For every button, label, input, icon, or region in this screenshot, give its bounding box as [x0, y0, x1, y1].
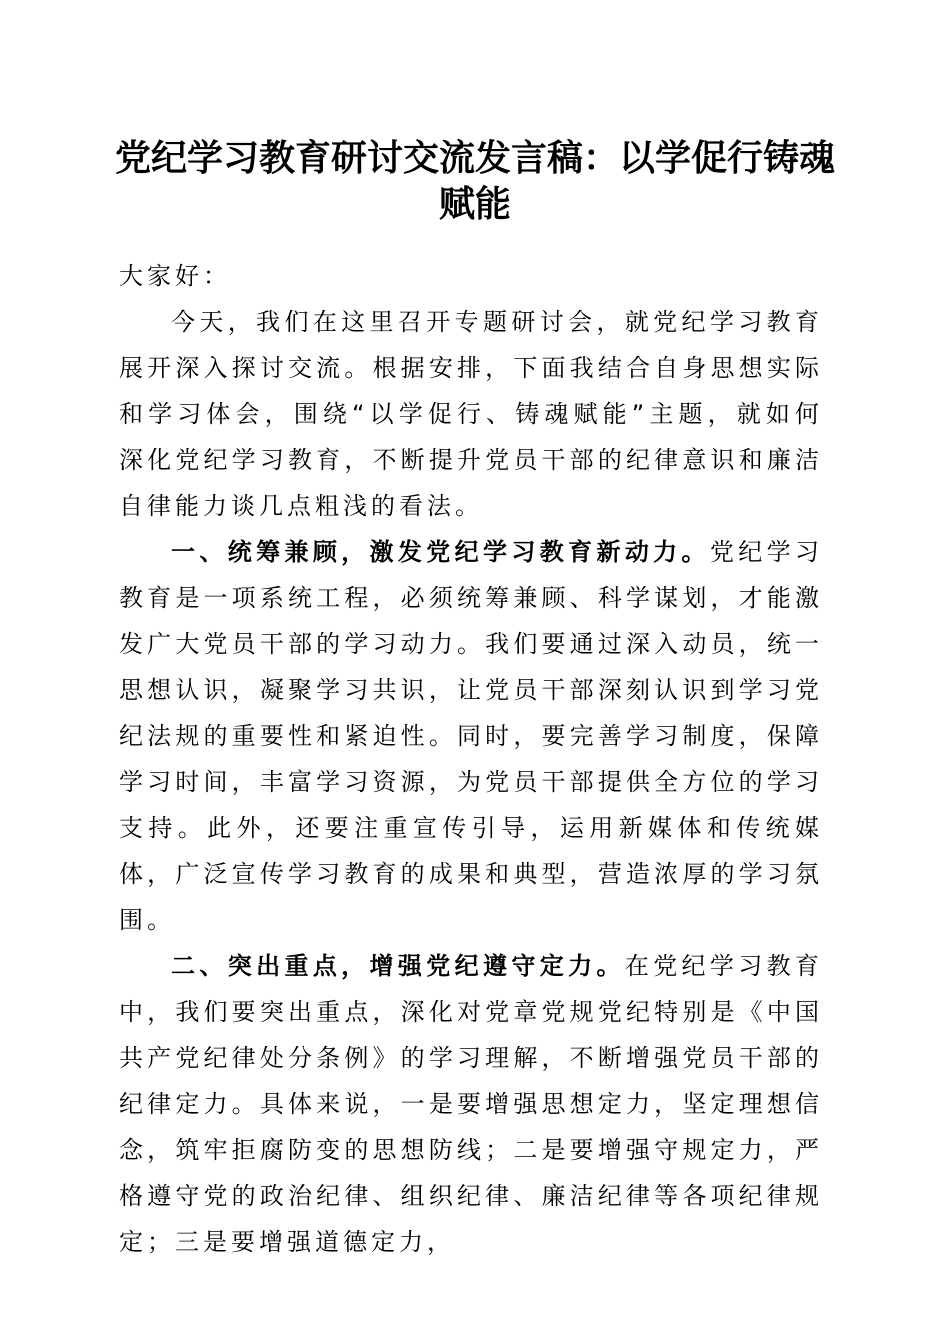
section-two-text: 在党纪学习教育中，我们要突出重点，深化对党章党规党纪特别是《中国共产党纪律处分条例》的学习理解，不断增强党员干部的纪律定力。具体来说，一是要增强思想定力，坚定理想信念，筑牢拒腐防变的思想防线；二是要增强守规定力，严格遵守党的政治纪律、组织纪律、廉洁纪律等各项纪律规定；三是要增强道德定力， — [119, 952, 824, 1256]
paragraph-section-one — [119, 529, 823, 943]
document-title: 党纪学习教育研讨交流发言稿：以学促行铸魂赋能 — [114, 137, 835, 225]
section-one-heading: 一、统筹兼顾，激发党纪学习教育新动力。 — [171, 538, 710, 566]
section-one-text: 党纪学习教育是一项系统工程，必须统筹兼顾、科学谋划，才能激发广大党员干部的学习动力。我们要通过深入动员，统一思想认识，凝聚学习共识，让党员干部深刻认识到学习党纪法规的重要性和紧迫性。同时，要完善学习制度，保障学习时间，丰富学习资源，为党员干部提供全方位的学习支持。此外，还要注重宣传引导，运用新媒体和传统媒体，广泛宣传学习教育的成果和典型，营造浓厚的学习氛围。 — [119, 538, 824, 934]
section-two-heading: 二、突出重点，增强党纪遵守定力。 — [171, 952, 625, 980]
document-body — [119, 253, 823, 1265]
paragraph-intro — [119, 299, 823, 529]
paragraph-text: 今天，我们在这里召开专题研讨会，就党纪学习教育展开深入探讨交流。根据安排，下面我结合自身思想实际和学习体会，围绕“以学促行、铸魂赋能”主题，就如何深化党纪学习教育，不断提升党员干部的纪律意识和廉洁自律能力谈几点粗浅的看法。 — [119, 308, 823, 520]
greeting: 大家好： — [119, 262, 231, 290]
paragraph-section-two — [119, 943, 823, 1265]
